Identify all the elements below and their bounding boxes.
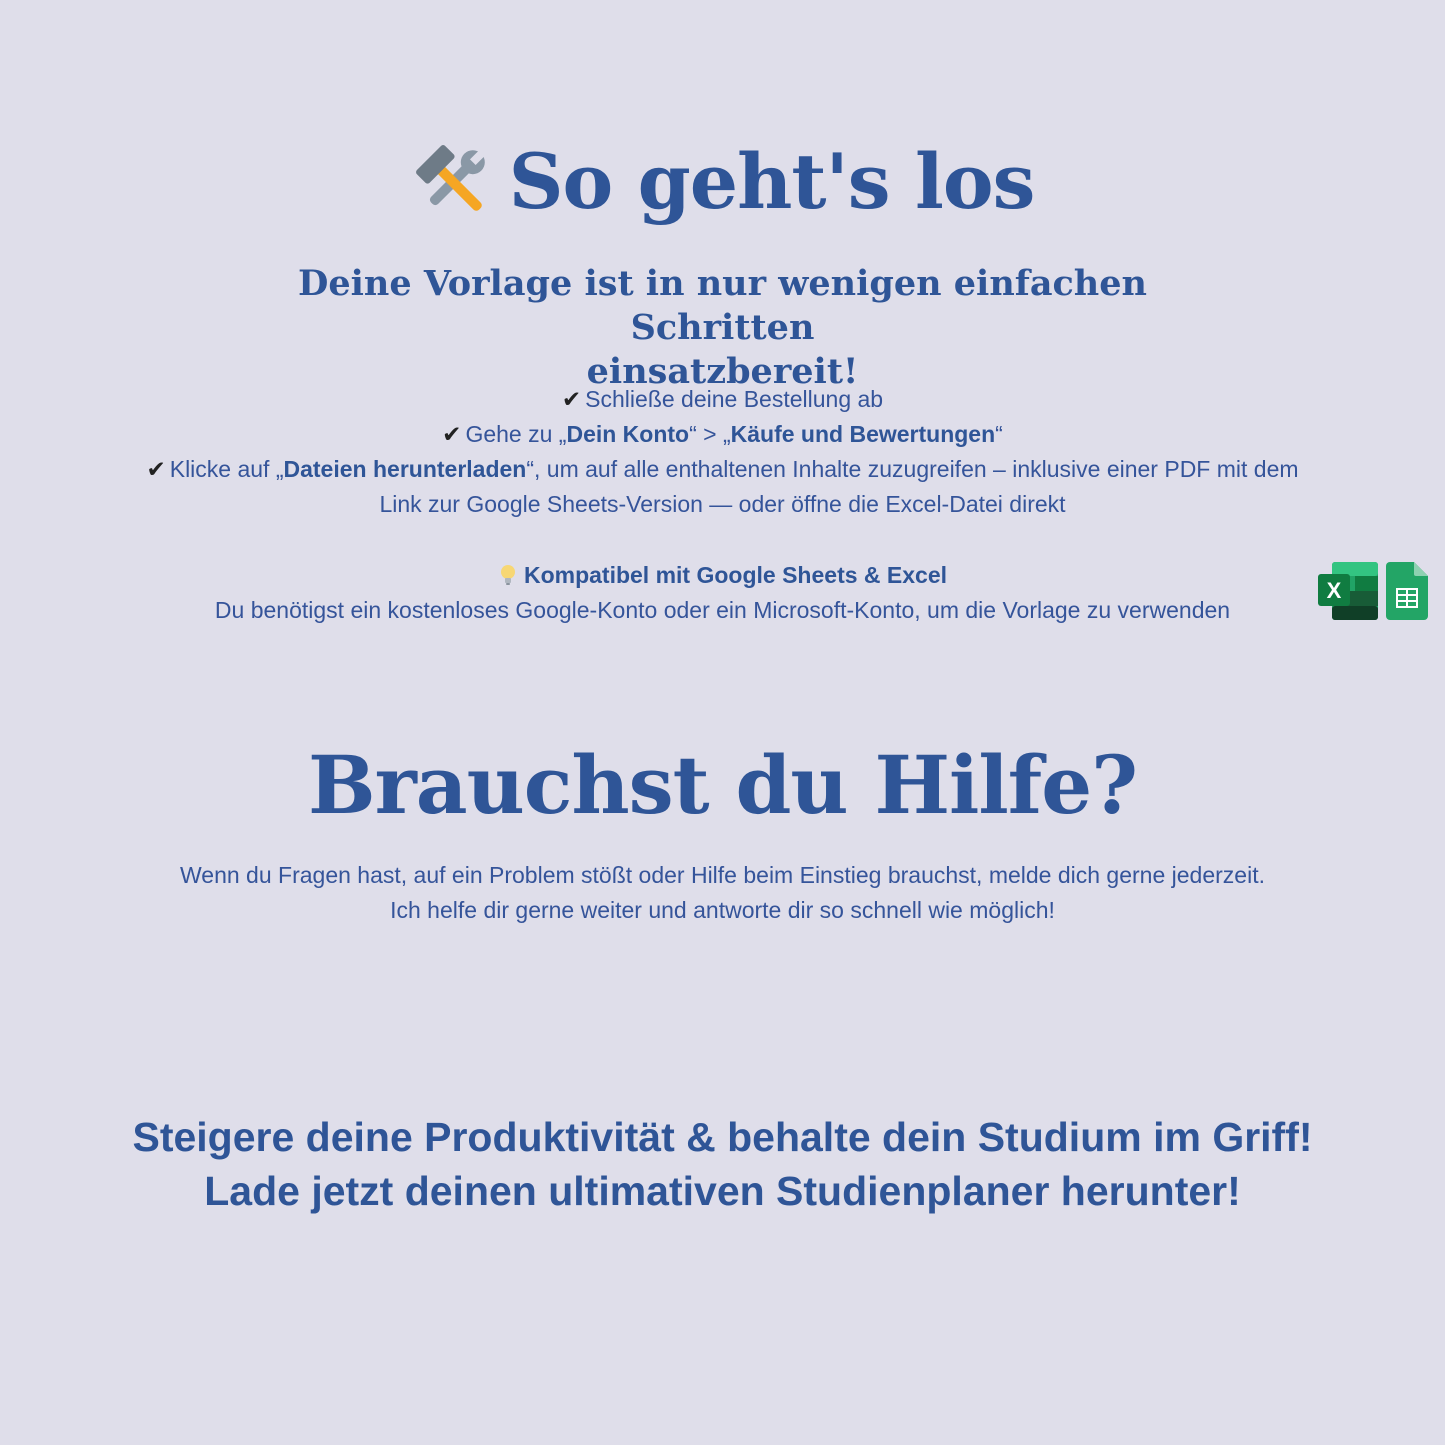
compat-title-row bbox=[0, 558, 1445, 593]
steps-list bbox=[0, 382, 1445, 522]
subtitle-line-2: einsatzbereit! bbox=[586, 351, 859, 392]
help-title: Brauchst du Hilfe? bbox=[308, 738, 1137, 832]
cta-line-2: Lade jetzt deinen ultimativen Studienplaner herunter! bbox=[204, 1168, 1241, 1214]
check-icon: ✔ bbox=[146, 456, 166, 482]
subtitle bbox=[0, 262, 1445, 394]
google-sheets-icon bbox=[1386, 562, 1428, 620]
step-1: ✔ Schließe deine Bestellung ab bbox=[561, 386, 884, 412]
compat-text: Du benötigst ein kostenloses Google-Konto oder ein Microsoft-Konto, um die Vorlage zu verwenden bbox=[214, 597, 1231, 623]
compat-title: Kompatibel mit Google Sheets & Excel bbox=[523, 562, 948, 588]
step-2: ✔ Gehe zu „Dein Konto“ > „Käufe und Bewertungen“ bbox=[442, 421, 1003, 447]
page-title: So geht's los bbox=[508, 137, 1035, 226]
title-row bbox=[0, 137, 1445, 226]
subtitle-line-1: Deine Vorlage ist in nur wenigen einfachen Schritten bbox=[298, 263, 1147, 348]
lightbulb-icon bbox=[498, 564, 518, 586]
check-icon: ✔ bbox=[442, 421, 462, 447]
app-icons bbox=[1318, 562, 1428, 620]
check-icon: ✔ bbox=[561, 386, 582, 412]
step-3: ✔ Klicke auf „Dateien herunterladen“, um auf alle enthaltenen Inhalte zuzugreifen – inklusive einer PDF mit dem bbox=[146, 456, 1299, 482]
step-3-line-2: Link zur Google Sheets-Version — oder öffne die Excel-Datei direkt bbox=[379, 491, 1066, 517]
hammer-and-wrench-icon bbox=[411, 140, 495, 224]
help-line-2: Ich helfe dir gerne weiter und antworte dir so schnell wie möglich! bbox=[390, 897, 1055, 923]
excel-icon bbox=[1318, 562, 1378, 620]
compatibility-section bbox=[0, 558, 1445, 628]
dateien-herunterladen-label: Dateien herunterladen bbox=[283, 456, 527, 482]
svg-text:X: X bbox=[1326, 578, 1342, 603]
help-line-1: Wenn du Fragen hast, auf ein Problem stößt oder Hilfe beim Einstieg brauchst, melde dich gerne jederzeit. bbox=[180, 862, 1265, 888]
call-to-action bbox=[0, 1110, 1445, 1218]
dein-konto-label: Dein Konto bbox=[566, 421, 690, 447]
help-text bbox=[0, 858, 1445, 928]
kaeufe-label: Käufe und Bewertungen bbox=[730, 421, 996, 447]
cta-line-1: Steigere deine Produktivität & behalte dein Studium im Griff! bbox=[132, 1114, 1313, 1160]
